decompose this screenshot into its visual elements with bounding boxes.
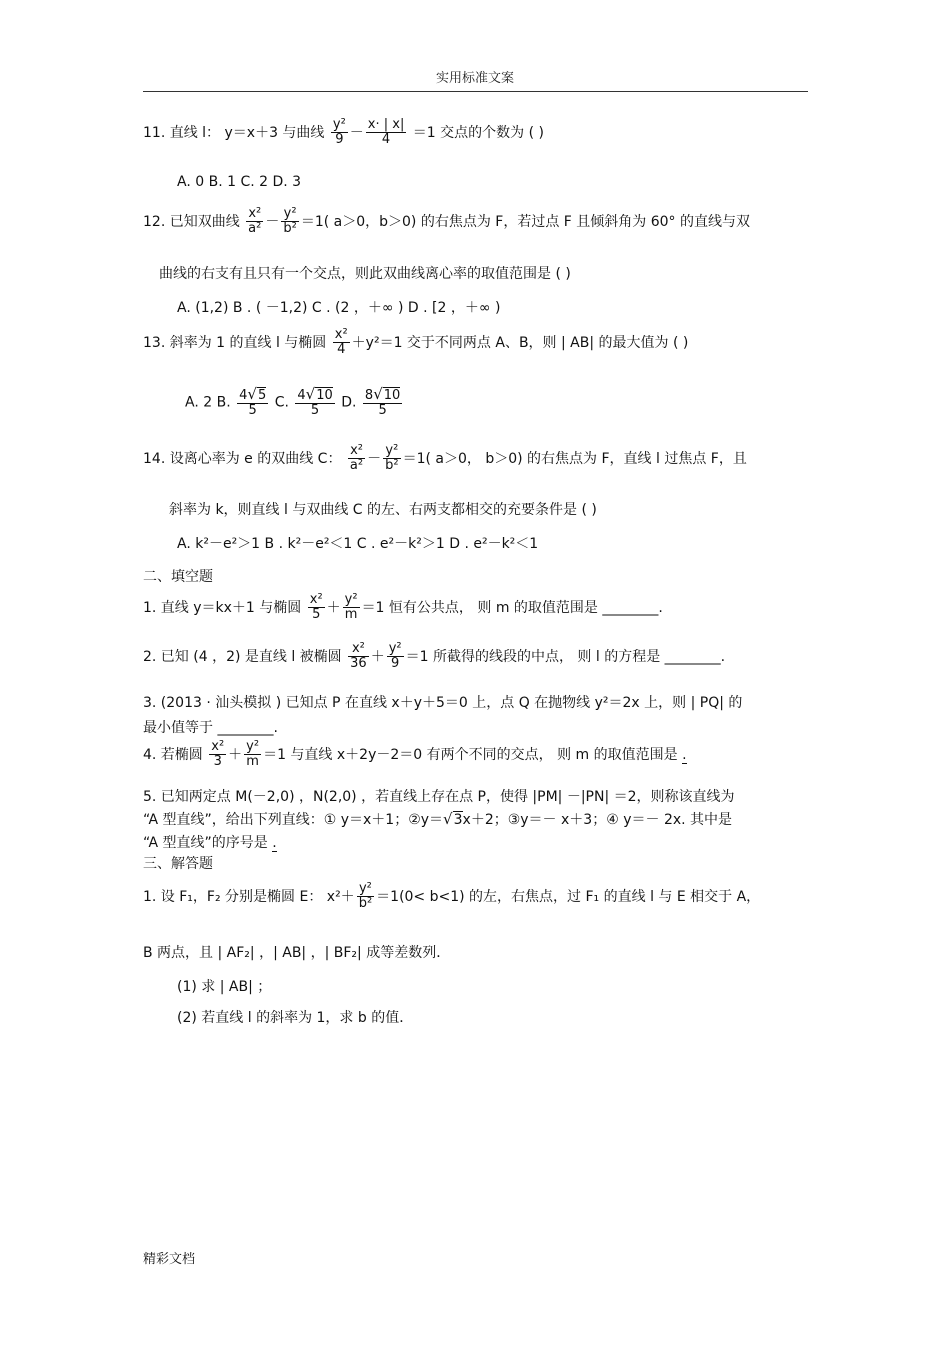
section-solve-title: 三、解答题 bbox=[143, 856, 213, 872]
solve-1-frac bbox=[357, 882, 374, 912]
q13-option-a: A. 2 B. bbox=[185, 394, 231, 411]
frac-numerator: x² bbox=[309, 592, 323, 607]
frac-numerator: y² bbox=[388, 641, 402, 656]
fill-3-line-1: 3. (2013 · 汕头模拟 ) 已知点 P 在直线 x＋y＋5＝0 上，点 Q 在抛物线 y²＝2x 上，则 | PQ| 的 bbox=[143, 695, 743, 711]
answer-blank: . bbox=[682, 746, 687, 763]
frac-numerator: y² bbox=[344, 592, 358, 607]
header-rule bbox=[143, 91, 808, 92]
q13-suffix: ＋y²＝1 交于不同两点 A、B，则 | AB| 的最大值为 ( ) bbox=[351, 334, 689, 351]
minus-sign: － bbox=[367, 450, 382, 467]
frac-denominator: 4 bbox=[381, 132, 391, 148]
fill-1-frac-2 bbox=[343, 593, 360, 623]
frac-denominator: b² bbox=[283, 221, 297, 237]
frac-numerator: y² bbox=[332, 117, 346, 132]
q11-suffix: ＝1 交点的个数为 ( ) bbox=[412, 124, 544, 141]
fill-2-frac-2 bbox=[387, 642, 404, 672]
frac-coef: 8 bbox=[364, 388, 374, 403]
frac-denominator: 5 bbox=[248, 403, 257, 419]
plus-sign: ＋ bbox=[326, 599, 341, 616]
fill-2-frac-1 bbox=[348, 642, 369, 672]
sqrt-icon: √ bbox=[443, 810, 453, 828]
fill-5-line-3-text: “A 型直线”的序号是 bbox=[143, 835, 268, 851]
q13-option-b-frac bbox=[237, 386, 268, 419]
fill-2-suffix: ＝1 所截得的线段的中点， 则 l 的方程是 ________. bbox=[405, 648, 726, 665]
q12-prefix: 12. 已知双曲线 bbox=[143, 213, 240, 230]
fill-4-suffix: ＝1 与直线 x＋2y－2＝0 有两个不同的交点， 则 m 的取值范围是 bbox=[263, 746, 678, 763]
radicand: 5 bbox=[257, 388, 267, 403]
radicand: 10 bbox=[383, 388, 401, 403]
fill-5-line-1: 5. 已知两定点 M(－2,0) ，N(2,0) ，若直线上存在点 P，使得 |PM| －|PN| ＝2，则称该直线为 bbox=[143, 789, 735, 805]
frac-denominator: 5 bbox=[312, 607, 321, 623]
frac-denominator: a² bbox=[248, 221, 262, 237]
fill-4-frac-1 bbox=[209, 740, 226, 770]
fill-1 bbox=[143, 593, 663, 623]
solve-1-part-1: (1) 求 | AB| ； bbox=[177, 979, 272, 995]
q14-suffix: ＝1( a＞0， b＞0) 的右焦点为 F，直线 l 过焦点 F，且 bbox=[402, 450, 747, 467]
frac-denominator: b² bbox=[385, 458, 399, 474]
fill-4 bbox=[143, 740, 687, 770]
q13-option-d-frac bbox=[363, 386, 402, 419]
frac-numerator: x² bbox=[211, 739, 225, 754]
frac-numerator: x· | x| bbox=[367, 117, 405, 132]
minus-sign: － bbox=[265, 213, 280, 230]
q12-options: A. (1,2) B . ( －1,2) C . (2 ，＋∞ ) D . [2 ，＋∞ ) bbox=[177, 300, 501, 316]
radicand: 10 bbox=[316, 388, 333, 403]
fill-2 bbox=[143, 642, 725, 672]
frac-denominator: 3 bbox=[213, 754, 222, 770]
frac-denominator: a² bbox=[349, 458, 364, 474]
fill-1-frac-1 bbox=[308, 593, 325, 623]
frac-numerator: x² bbox=[334, 327, 348, 342]
page-header: 实用标准文案 bbox=[435, 71, 514, 86]
fill-5-line-3 bbox=[143, 832, 277, 852]
frac-numerator: x² bbox=[246, 207, 263, 222]
solve-1-prefix: 1. 设 F₁，F₂ 分别是椭圆 E： x²＋ bbox=[143, 888, 355, 905]
frac-denominator: 36 bbox=[350, 656, 367, 672]
answer-blank: . bbox=[272, 835, 277, 851]
q11-options: A. 0 B. 1 C. 2 D. 3 bbox=[177, 174, 302, 190]
sqrt-icon: √ bbox=[247, 385, 257, 403]
radicand: 3 bbox=[453, 812, 463, 828]
frac-numerator: y² bbox=[357, 882, 374, 897]
q14-options: A. k²－e²＞1 B . k²－e²＜1 C . e²－k²＞1 D . e²－k²＜1 bbox=[177, 536, 539, 552]
fill-5-line-2-prefix: “A 型直线”，给出下列直线：① y＝x＋1；②y＝ bbox=[143, 812, 444, 828]
fill-1-suffix: ＝1 恒有公共点， 则 m 的取值范围是 ________. bbox=[361, 599, 663, 616]
q11-frac-2 bbox=[366, 118, 407, 148]
q11-frac-1 bbox=[331, 118, 348, 148]
q14-frac-1 bbox=[348, 444, 365, 474]
fill-4-prefix: 4. 若椭圆 bbox=[143, 746, 203, 763]
frac-denominator: 5 bbox=[310, 403, 320, 419]
q14-frac-2 bbox=[383, 444, 400, 474]
frac-denominator: b² bbox=[358, 896, 373, 912]
frac-numerator: y² bbox=[246, 739, 260, 754]
frac-denominator: 9 bbox=[391, 656, 400, 672]
q13-prefix: 13. 斜率为 1 的直线 l 与椭圆 bbox=[143, 334, 327, 351]
fill-4-frac-2 bbox=[244, 740, 261, 770]
frac-numerator: x² bbox=[348, 444, 365, 459]
frac-coef: 4 bbox=[297, 388, 306, 403]
page-footer: 精彩文档 bbox=[143, 1252, 196, 1267]
q12-suffix: ＝1( a＞0，b＞0) 的右焦点为 F，若过点 F 且倾斜角为 60° 的直线与双 bbox=[300, 213, 751, 230]
fill-2-prefix: 2. 已知 (4 ，2) 是直线 l 被椭圆 bbox=[143, 648, 342, 665]
q13-frac-1 bbox=[333, 328, 350, 358]
plus-sign: ＋ bbox=[228, 746, 243, 763]
section-fill-in-title: 二、填空题 bbox=[143, 569, 213, 585]
question-11 bbox=[143, 118, 544, 148]
q13-option-d-label: D. bbox=[341, 394, 357, 411]
frac-numerator: y² bbox=[281, 207, 298, 222]
q14-line-2: 斜率为 k，则直线 l 与双曲线 C 的左、右两支都相交的充要条件是 ( ) bbox=[169, 502, 597, 518]
q12-frac-1 bbox=[246, 207, 263, 237]
solve-1-part-2: (2) 若直线 l 的斜率为 1，求 b 的值． bbox=[177, 1010, 414, 1026]
fill-3-line-2: 最小值等于 ________. bbox=[143, 720, 278, 736]
frac-denominator: 5 bbox=[378, 403, 387, 419]
sqrt-icon: √ bbox=[305, 385, 316, 403]
q11-prefix: 11. 直线 l： y＝x＋3 与曲线 bbox=[143, 124, 325, 141]
frac-coef: 4 bbox=[239, 388, 248, 403]
minus-sign: － bbox=[349, 124, 364, 141]
question-13 bbox=[143, 328, 688, 358]
question-14 bbox=[143, 444, 747, 474]
q13-option-c-frac bbox=[295, 386, 334, 419]
q12-line-2: 曲线的右支有且只有一个交点，则此双曲线离心率的取值范围是 ( ) bbox=[159, 266, 571, 282]
question-12 bbox=[143, 207, 750, 237]
frac-numerator: x² bbox=[348, 642, 369, 657]
solve-1 bbox=[143, 882, 760, 912]
plus-sign: ＋ bbox=[370, 648, 385, 665]
solve-1-line-2: B 两点，且 | AF₂| ，| AB| ，| BF₂| 成等差数列． bbox=[143, 945, 451, 961]
frac-denominator: 4 bbox=[337, 342, 346, 358]
frac-denominator: m bbox=[344, 607, 358, 623]
sqrt-icon: √ bbox=[373, 385, 383, 403]
q13-option-c-label: C. bbox=[274, 394, 289, 411]
frac-denominator: 9 bbox=[335, 132, 344, 148]
fill-5-line-2-suffix: x＋2；③y＝－ x＋3；④ y＝－ 2x. 其中是 bbox=[462, 812, 733, 828]
solve-1-suffix: ＝1(0< b<1) 的左，右焦点，过 F₁ 的直线 l 与 E 相交于 A， bbox=[376, 888, 761, 905]
q14-prefix: 14. 设离心率为 e 的双曲线 C： bbox=[143, 450, 342, 467]
q12-frac-2 bbox=[281, 207, 298, 237]
fill-5-line-2 bbox=[143, 809, 732, 829]
q13-options bbox=[185, 386, 404, 419]
frac-numerator: y² bbox=[383, 444, 400, 459]
frac-denominator: m bbox=[246, 754, 259, 770]
fill-1-prefix: 1. 直线 y＝kx＋1 与椭圆 bbox=[143, 599, 302, 616]
